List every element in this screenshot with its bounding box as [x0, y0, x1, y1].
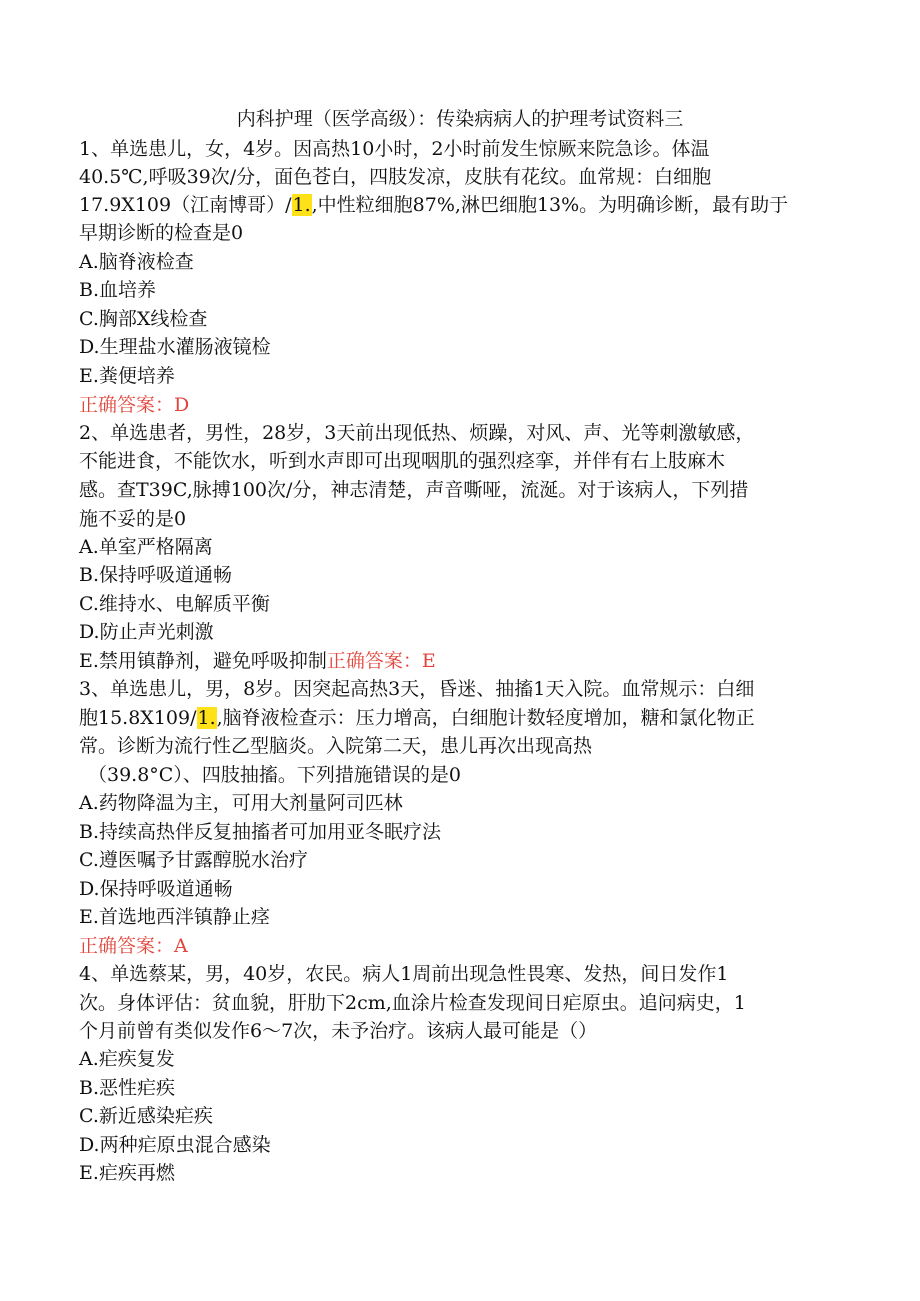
- question-2-option-e-line: [79, 647, 436, 675]
- question-3-line-2a: 胞15.8X109/: [79, 707, 197, 729]
- question-2-option-b: B.保持呼吸道通畅: [79, 564, 233, 586]
- question-2-option-a: A.单室严格隔离: [79, 536, 213, 558]
- question-1-line-3a: 17.9X109（江南博哥）/: [79, 194, 292, 216]
- question-4-option-e: E.疟疾再燃: [79, 1162, 175, 1184]
- question-2-option-c: C.维持水、电解质平衡: [79, 593, 270, 615]
- question-1-line-3b: ,中性粒细胞87%,淋巴细胞13%。为明确诊断，最有助于: [311, 194, 789, 216]
- question-3-line-1: 3、单选患儿，男，8岁。因突起高热3天，昏迷、抽搐1天入院。血常规示：白细: [79, 678, 755, 700]
- question-2-line-3: 感。查T39C,脉搏100次/分，神志清楚，声音嘶哑，流涎。对于该病人，下列措: [79, 479, 749, 501]
- question-4-option-c: C.新近感染疟疾: [79, 1105, 213, 1127]
- question-1-option-d: D.生理盐水灌肠液镜检: [79, 336, 271, 358]
- question-4-line-3: 个月前曾有类似发作6～7次，未予治疗。该病人最可能是（）: [79, 1020, 598, 1042]
- page-title: 内科护理（医学高级）：传染病病人的护理考试资料三: [236, 108, 684, 130]
- question-3-answer: 正确答案：A: [79, 935, 188, 957]
- question-4-option-d: D.两种疟原虫混合感染: [79, 1134, 271, 1156]
- highlight-mark: 1.: [197, 707, 216, 729]
- question-2-line-2: 不能进食，不能饮水，听到水声即可出现咽肌的强烈痉挛，并伴有右上肢麻木: [79, 450, 726, 472]
- question-1-line-1: 1、单选患儿，女，4岁。因高热10小时，2小时前发生惊厥来院急诊。体温: [79, 138, 710, 160]
- question-3-line-4: （39.8°C）、四肢抽搐。下列措施错误的是0: [88, 764, 461, 786]
- question-1-line-4: 早期诊断的检查是0: [79, 222, 244, 244]
- question-1-line-3: [79, 191, 788, 219]
- question-3-option-d: D.保持呼吸道通畅: [79, 878, 233, 900]
- question-1-line-2: 40.5℃,呼吸39次/分，面色苍白，四肢发凉，皮肤有花纹。血常规：白细胞: [79, 166, 712, 188]
- question-1-option-a: A.脑脊液检查: [79, 251, 194, 273]
- question-3-line-2b: ,脑脊液检查示：压力增高，白细胞计数轻度增加，糖和氯化物正: [216, 707, 755, 729]
- question-3-line-2: [79, 704, 755, 732]
- question-2-line-4: 施不妥的是0: [79, 508, 187, 530]
- highlight-mark: 1.: [292, 194, 311, 216]
- question-4-line-1: 4、单选蔡某，男，40岁，农民。病人1周前出现急性畏寒、发热，间日发作1: [79, 963, 729, 985]
- question-3-option-c: C.遵医嘱予甘露醇脱水治疗: [79, 849, 308, 871]
- question-1-option-c: C.胸部X线检查: [79, 308, 208, 330]
- question-4-line-2: 次。身体评估：贫血貌，肝肋下2cm,血涂片检查发现间日疟原虫。追问病史，1: [79, 992, 746, 1014]
- question-1-option-e: E.粪便培养: [79, 365, 175, 387]
- question-2-option-d: D.防止声光刺激: [79, 621, 214, 643]
- question-4-option-b: B.恶性疟疾: [79, 1077, 176, 1099]
- question-3-option-e: E.首选地西泮镇静止痉: [79, 906, 270, 928]
- question-1-option-b: B.血培养: [79, 279, 157, 301]
- question-2-option-e: E.禁用镇静剂，避免呼吸抑制: [79, 650, 327, 672]
- question-3-option-b: B.持续高热伴反复抽搐者可加用亚冬眠疗法: [79, 821, 442, 843]
- question-1-answer: 正确答案：D: [79, 394, 190, 416]
- question-4-option-a: A.疟疾复发: [79, 1048, 175, 1070]
- question-3-line-3: 常。诊断为流行性乙型脑炎。入院第二天，患儿再次出现高热: [79, 735, 593, 757]
- question-2-answer: 正确答案：E: [326, 650, 436, 672]
- question-3-option-a: A.药物降温为主，可用大剂量阿司匹林: [79, 792, 403, 814]
- question-2-line-1: 2、单选患者，男性，28岁，3天前出现低热、烦躁，对风、声、光等刺激敏感，: [79, 422, 755, 444]
